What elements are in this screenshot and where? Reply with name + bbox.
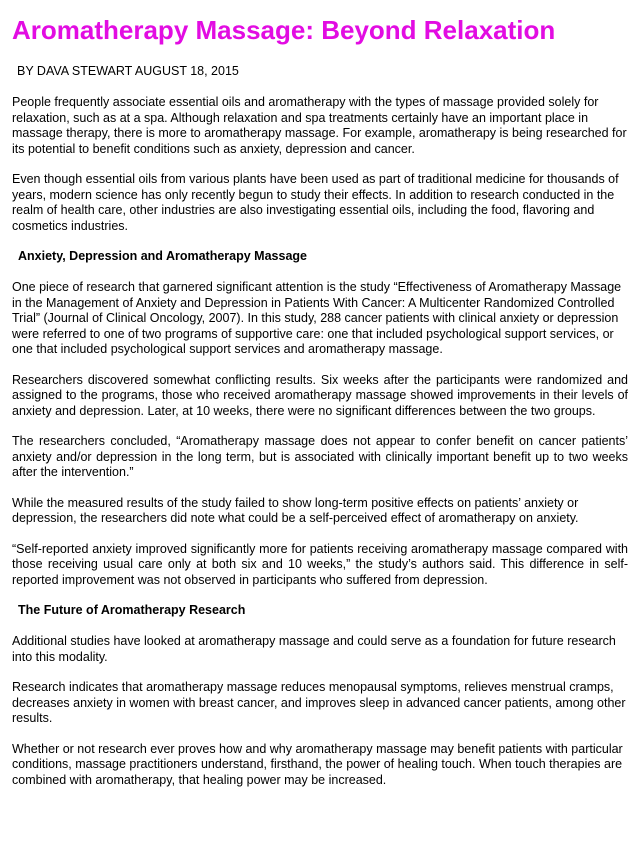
article-byline: BY DAVA STEWART AUGUST 18, 2015 xyxy=(17,64,239,78)
article-title: Aromatherapy Massage: Beyond Relaxation xyxy=(12,15,556,45)
section1-paragraph-4: While the measured results of the study failed to show long-term positive effects on patients’ anxiety or depression, the researchers did note what could be a self-perceived effect of aromatherapy on anxiety. xyxy=(12,495,579,525)
section1-paragraph-3: The researchers concluded, “Aromatherapy massage does not appear to confer benefit on cancer patients’ anxiety and/or depression in the long term, but is associated with clinically important benefit up to two weeks after the intervention.” xyxy=(12,434,628,479)
intro-paragraph-1: People frequently associate essential oils and aromatherapy with the types of massage provided solely for relaxation, such as at a spa. Although relaxation and spa treatments certainly have an important place in massage therapy, there is more to aromatherapy massage. For example, aromatherapy is being researched for its potential to benefit conditions such as anxiety, depression and cancer. xyxy=(12,95,627,156)
article xyxy=(12,0,628,788)
section-heading-future: The Future of Aromatherapy Research xyxy=(18,603,246,617)
section1-paragraph-1: One piece of research that garnered significant attention is the study “Effectiveness of Aromatherapy Massage in the Management of Anxiety and Depression in Patients With Cancer: A Multicenter Randomized Controlled Trial” (Journal of Clinical Oncology, 2007). In this study, 288 cancer patients with clinical anxiety or depression were referred to one of two programs of supportive care: one that included psychological support services, or one that included psychological support services and aromatherapy massage. xyxy=(12,280,622,356)
section2-paragraph-2: Research indicates that aromatherapy massage reduces menopausal symptoms, relieves menstrual cramps, decreases anxiety in women with breast cancer, and improves sleep in advanced cancer patients, among other results. xyxy=(12,680,626,725)
section1-paragraph-5: “Self-reported anxiety improved significantly more for patients receiving aromatherapy massage compared with those receiving usual care only at both six and 10 weeks,” the study’s authors said. This difference in self-reported improvement was not observed in participants who suffered from depression. xyxy=(12,541,628,587)
section-heading-anxiety: Anxiety, Depression and Aromatherapy Massage xyxy=(18,249,307,263)
section2-paragraph-3: Whether or not research ever proves how and why aromatherapy massage may benefit patients with particular conditions, massage practitioners understand, firsthand, the power of healing touch. When touch therapies are combined with aromatherapy, that healing power may be increased. xyxy=(12,741,623,787)
intro-paragraph-2: Even though essential oils from various plants have been used as part of traditional medicine for thousands of years, modern science has only recently begun to study their effects. In addition to research conducted in the realm of health care, other industries are also investigating essential oils, including the food, flavoring and cosmetics industries. xyxy=(12,172,619,233)
section2-paragraph-1: Additional studies have looked at aromatherapy massage and could serve as a foundation for future research into this modality. xyxy=(12,634,616,664)
section1-paragraph-2: Researchers discovered somewhat conflicting results. Six weeks after the participants were randomized and assigned to the programs, those who received aromatherapy massage showed improvements in their levels of anxiety and depression. Later, at 10 weeks, there were no significant differences between the two groups. xyxy=(12,372,628,418)
